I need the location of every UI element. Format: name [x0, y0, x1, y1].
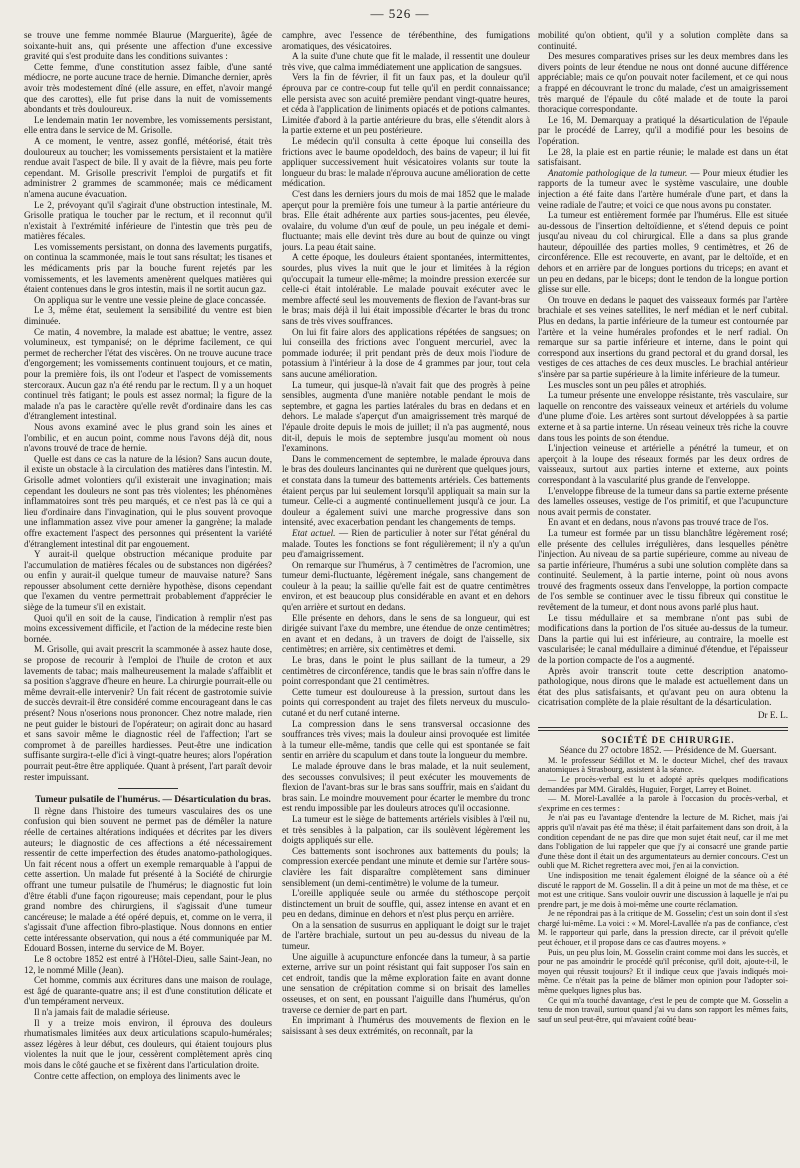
paragraph: mobilité qu'on obtient, qu'il y a solution complète dans sa continuité.: [538, 30, 788, 51]
anatomie-label: Anatomie pathologique de la tumeur.: [548, 167, 688, 178]
paragraph: La tumeur est le siège de battements artériels visibles à l'œil nu, et très sensibles à la palpation, car ils soulèvent légèrement les doigts appliqués sur elle.: [282, 813, 530, 846]
paragraph: Après avoir transcrit toute cette description anatomo-pathologique, nous dirons que le malade est actuellement dans un état des plus satisfaisants, et qu'avant peu on aura obtenu la cicatrisation complète de la plaie résultant de la désarticulation.: [538, 665, 788, 708]
paragraph: La tumeur est formée par un tissu blanchâtre légèrement rosé; elle présente des cellules irrégulières, dans lesquelles pénètre l'injection. Au niveau de sa partie supérieure, comme au niveau de sa partie inférieure, l'humérus a subi une solution complète dans sa continuité. Seulement, à la partie interne, point où nous avons trouvé des fragments osseux dans l'enveloppe, la portion compacte de l'os semble se continuer avec le tissu fibreux qui constitue le revêtement de la tumeur, et dont nous avons parlé plus haut.: [538, 527, 788, 613]
etat-actuel-label: Etat actuel.: [292, 527, 336, 538]
etat-actuel-paragraph: [282, 528, 530, 560]
anatomie-paragraph: [538, 168, 788, 210]
paragraph: Les muscles sont un peu pâles et atrophiés.: [548, 379, 707, 390]
paragraph: Le médecin qu'il consulta à cette époque lui conseilla des frictions avec le baume opodeldoch, des bains de vapeur; il lui fit appliquer successivement huit vésicatoires volants sur toute la longueur du bras: le malade n'éprouva aucune amélioration de cette médication.: [282, 135, 530, 189]
paragraph: Y aurait-il quelque obstruction mécanique produite par l'accumulation de matières fécales ou de substances non digérées? ou enfin y aurait-il quelque tumeur de mauvaise nature? Sans repousser absolument cette dernière hypothèse, disons cependant que l'examen du ventre permettrait probablement d'apprécier le siège de la tumeur s'il en existait.: [24, 549, 272, 613]
signature: Dr E. L.: [757, 710, 788, 720]
paragraph: Quoi qu'il en soit de la cause, l'indication à remplir n'est pas moins excessivement difficile, et l'action de la médecine reste bien bornée.: [24, 612, 272, 644]
section-divider: [118, 788, 178, 789]
paragraph: M. le professeur Sédillot et M. le docteur Michel, chef des travaux anatomiques à Strasbourg, assistent à la séance.: [538, 755, 788, 775]
paragraph: On trouve en dedans le paquet des vaisseaux formés par l'artère brachiale et ses veines satellites, le nerf médian et le nerf cubital. Plus en dedans, la partie inférieure de la tumeur est contournée par l'artère et la veine humérales profondes et le nerf radial. On remarque sur sa partie inférieure et interne, dans le point qui correspond aux insertions du grand pectoral et du grand dorsal, les vestiges de ces attaches de ces deux muscles. Le brachial antérieur s'insère par sa partie supérieure à la limite inférieure de la tumeur.: [538, 294, 788, 379]
paragraph: Ce qui m'a touché davantage, c'est le peu de compte que M. Gosselin a tenu de mon travail, surtout quand j'ai vu dans son rapport les mêmes faits, sauf un seul peut-être, qui m'avaient coûté beau-: [538, 995, 788, 1024]
paragraph: En imprimant à l'humérus des mouvements de flexion en le saisissant à ses deux extrémités, on reconnaît, par la: [282, 1015, 530, 1036]
paragraph-text: — Pour mieux étudier les rapports de la tumeur avec le système vasculaire, une double injection a été faite dans l'artère humérale d'une part, et dans la veine radiale de l'autre; et voici ce que nous avons pu constater.: [538, 167, 788, 210]
page-number: — 526 —: [370, 6, 430, 21]
paragraph: On appliqua sur le ventre une vessie pleine de glace concassée.: [34, 294, 266, 305]
paragraph: Le bras, dans le point le plus saillant de la tumeur, a 29 centimètres de circonférence, tandis que le bras sain n'offre dans le point correspondant que 21 centimètres.: [282, 655, 530, 687]
paragraph: Le tissu médullaire et sa membrane n'ont pas subi de modifications dans la portion de l'os située au-dessus de la tumeur. Dans la partie qui lui est inférieure, au contraire, la moelle est vascularisée; le canal médullaire a diminué d'étendue, et l'épaisseur de la portion compacte de l'os a augmenté.: [538, 612, 788, 666]
paragraph: Ces battements sont isochrones aux battements du pouls; la compression exercée pendant une minute et demie sur l'artère sous-clavière les fait disparaître complètement sans diminuer sensiblement (un demi-centimètre) le volume de la tumeur.: [282, 845, 530, 888]
paragraph: On remarque sur l'humérus, à 7 centimètres de l'acromion, une tumeur demi-fluctuante, légèrement inégale, sans changement de couleur à la peau; la saillie qu'elle fait est de quatre centimètres environ, et est beaucoup plus considérable en avant et en dehors qu'en arrière et surtout en dedans.: [282, 559, 530, 613]
paragraph: On lui fit faire alors des applications répétées de sangsues; on lui conseilla des frictions avec l'onguent mercuriel, avec la pommade iodurée; il prit pendant près de deux mois l'iodure de potassium à l'intérieur à la dose de 4 grammes par jour, tout cela sans aucune amélioration.: [282, 326, 530, 379]
paragraph: se trouve une femme nommée Blaurue (Marguerite), âgée de soixante-huit ans, qui présente une affection d'une excessive gravité qui s'est produite dans les conditions suivantes :: [24, 30, 272, 62]
section-title: Tumeur pulsatile de l'humérus. — Désarticulation du bras.: [35, 795, 271, 806]
paragraph: Le 28, la plaie est en partie réunie; le malade est dans un état satisfaisant.: [538, 146, 788, 168]
paragraph: L'enveloppe fibreuse de la tumeur dans sa partie externe présente des lamelles osseuses, vestige de l'os primitif, et que l'acupuncture nous avait permis de constater.: [538, 485, 788, 517]
paragraph: En avant et en dedans, nous n'avons pas trouvé trace de l'os.: [548, 517, 769, 528]
paragraph: — Le procès-verbal est lu et adopté après quelques modifications demandées par MM. Giraldès, Huguier, Forget, Larrey et Boinet.: [538, 774, 788, 794]
middle-column: [282, 30, 530, 1162]
paragraph: Dans le commencement de septembre, le malade éprouva dans le bras des douleurs lancinantes qui ne durèrent que quelques jours, et constata dans la tumeur des battements artériels. Ces battements étaient perçus par lui seulement lorsqu'il appliquait sa main sur la tumeur. Celle-ci a augmenté continuellement jusqu'à ce jour. La douleur a également suivi une marche progressive dans son intensité, avec exacerbation pendant les changements de temps.: [282, 453, 530, 528]
paragraph: Une aiguille à acupuncture enfoncée dans la tumeur, à sa partie externe, arrive sur un point résistant qui fait supposer l'os sain en cet endroit, tandis que la même exploration faite en avant donne une sensation de crépitation comme si on brisait des lamelles osseuses, et on sent, en poussant l'aiguille dans l'humérus, qu'on traverse ce dernier de part en part.: [282, 951, 530, 1015]
paragraph: La tumeur présente une enveloppe résistante, très vasculaire, sur laquelle on rencontre des vaisseaux veineux et artériels du volume d'une plume d'oie. Les artères sont surtout développées à sa partie externe et à sa partie interne. Un réseau veineux très riche la couvre dans tous les points de son étendue.: [538, 390, 788, 443]
paragraph: Cette femme, d'une constitution assez faible, d'une santé médiocre, ne porte aucune trace de hernie. Dimanche dernier, après avoir très modestement dîné (elle assure, en effet, n'avoir mangé que des carottes), elle fut prise dans la nuit de vomissements abondants et très douloureux.: [24, 61, 272, 115]
paragraph: Le 3, même état, seulement la sensibilité du ventre est bien diminuée.: [24, 305, 272, 327]
paragraph: La tumeur est entièrement formée par l'humérus. Elle est située au-dessous de l'insertion deltoïdienne, et s'étend depuis ce point jusqu'au niveau du col chirurgical. Elle a dans sa plus grande hauteur, dépouillée des parties molles, 9 centimètres, et 26 de circonférence. Elle est recouverte, en avant, par le deltoïde, et en dehors et en arrière par de longues portions du triceps; en avant et un peu en dedans, par le biceps; dont le tendon de la longue portion glisse sur elle.: [538, 210, 788, 295]
paragraph: M. Grisolle, qui avait prescrit la scammonée à assez haute dose, se propose de recourir à l'emploi de l'huile de croton et aux lavements de tabac; mais malheureusement la malade s'affaiblit et sa position s'aggrave d'heure en heure. La chirurgie pourrait-elle ou même devrait-elle intervenir? Un fait récent de gastrotomie suivie de succès devrait-il être considéré comme encourageant dans le cas présent? Nous n'oserions nous prononcer. Chez notre malade, rien ne peut guider le bistouri de l'opérateur; on agirait donc au hasard et sans savoir même le diagnostic réel de l'affection; l'art se compromet à de pareilles hardiesses. Peut-être une indication suffisante surgira-t-elle d'ici à vingt-quatre heures; alors l'opération pourrait peut-être être appliquée. Quant à présent, l'art paraît devoir rester impuissant.: [24, 644, 272, 782]
paragraph: Il y a treize mois environ, il éprouva des douleurs rhumatismales limitées aux deux articulations scapulo-humérales; assez légères à leur début, ces douleurs, qui étaient toujours plus violentes la nuit que le jour, cessèrent complètement après cinq mois dans le côté gauche et se fixèrent dans l'articulation droite.: [24, 1017, 272, 1070]
right-column: [538, 30, 788, 1162]
paragraph: Je ne répondrai pas à la critique de M. Gosselin; c'est un soin dont il s'est chargé lui-même. La voici : « M. Morel-Lavallée n'a pas de confiance, c'est M. le rapporteur qui parle, dans la pression directe, car il prévoit qu'elle peut échouer, et il propose dans ce cas d'autres moyens. »: [538, 909, 788, 948]
paragraph: C'est dans les derniers jours du mois de mai 1852 que le malade aperçut pour la première fois une tumeur à la partie antérieure du bras. Elle était adhérente aux parties sous-jacentes, peu élevée, ovalaire, du volume d'un œuf de poule, un peu inégale et demi-fluctuante; mais elle devint très dure au bout de quinze ou vingt jours. La peau était saine.: [282, 188, 530, 252]
paragraph: Le 16, M. Demarquay a pratiqué la désarticulation de l'épaule par le procédé de Larrey, qu'il a modifié pour les besoins de l'opération.: [538, 114, 788, 146]
paragraph: Ce matin, 4 novembre, la malade est abattue; le ventre, assez volumineux, est tympanisé; on le déprime facilement, ce qui permet de rechercher l'état des viscères. On ne trouve aucune trace d'engorgement; les vomissements continuent toujours, et ce matin, pour la première fois, ils ont l'odeur et l'aspect de vomissements stercoraux. Aucun gaz n'a été rendu par le rectum. Il y a un hoquet continuel très fatigant; le pouls est assez normal; la figure de la malade n'a pas le caractère qu'elle revêt d'ordinaire dans les cas d'étranglement intestinal.: [24, 326, 272, 422]
paragraph: Elle présente en dehors, dans le sens de sa longueur, qui est dirigée suivant l'axe du membre, une étendue de onze centimètres; en avant et en dedans, à un travers de doigt de l'aisselle, six centimètres; en arrière, six centimètres et demi.: [282, 612, 530, 655]
paragraph: Le lendemain matin 1er novembre, les vomissements persistant, elle entra dans le service de M. Grisolle.: [24, 114, 272, 136]
paragraph: Nous avons examiné avec le plus grand soin les aines et l'ombilic, et en aucun point, comme nous l'avons déjà dit, nous n'avons trouvé de trace de hernie.: [24, 421, 272, 454]
paragraph: Des mesures comparatives prises sur les deux membres dans les divers points de leur étendue ne nous ont donné aucune différence appréciable; mais ce qu'on pouvait noter facilement, et ce qui nous a frappé en découvrant le tronc du malade, c'est un amaigrissement très marqué de l'épaule du côté malade et de toute la paroi thoracique correspondante.: [538, 51, 788, 115]
paragraph: Une indisposition me tenait également éloigné de la séance où a été discuté le rapport de M. Gosselin. Il a dit à peine un mot de ma thèse, et ce mot est une critique. Sans vouloir ouvrir une discussion à laquelle je n'ai pu prendre part, je me dois à moi-même une courte réclamation.: [538, 870, 788, 909]
paragraph: Cet homme, commis aux écritures dans une maison de roulage, est âgé de quarante-quatre ans; il est d'une constitution délicate et d'un tempérament nerveux.: [24, 975, 272, 1007]
session-line: Séance du 27 octobre 1852. — Présidence de M. Guersant.: [559, 745, 777, 756]
paragraph: Vers la fin de février, il fit un faux pas, et la douleur qu'il éprouva par ce contre-coup fut telle qu'il en perdit connaissance; elle persista avec son acuité première pendant vingt-quatre heures, et céda à l'application de liniments opiacés et de potions calmantes. Limitée d'abord à la partie antérieure du bras, elle s'étendit alors à la partie externe et un peu postérieure.: [282, 72, 530, 136]
paragraph: Puis, un peu plus loin, M. Gosselin craint comme moi dans les succès, et pour ne pas amoindrir le procédé qu'il préconise, qu'il doit, ajoute-t-il, le moyen qui réussit toujours? Et il indique ceux que j'avais indiqués moi-même. Ce n'était pas la peine de blâmer mon opinion pour l'adopter soi-même quelques lignes plus bas.: [538, 947, 788, 996]
left-column: [24, 30, 272, 1162]
paragraph: — M. Morel-Lavallée a la parole à l'occasion du procès-verbal, et s'exprime en ces termes :: [538, 794, 788, 813]
paragraph: Le malade éprouve dans le bras malade, et la nuit seulement, des secousses convulsives; il peut exécuter les mouvements de flexion de l'avant-bras sur le bras sans souffrir, mais en s'aidant du bras sain. Le moindre mouvement pour écarter le membre du tronc est rendu impossible par les douleurs atroces qu'il occasionne.: [282, 760, 530, 814]
paragraph: L'oreille appliquée seule ou armée du stéthoscope perçoit distinctement un bruit de souffle, qui, assez intense en avant et en peu en dedans, diminue en dehors et n'est plus perçu en arrière.: [282, 888, 530, 920]
paragraph: A cette époque, les douleurs étaient spontanées, intermittentes, sourdes, plus vives la nuit que le jour et limitées à la région qu'occupait la tumeur elle-même; la moindre pression exercée sur celle-ci était intolérable. Le malade pouvait exécuter avec le membre affecté seul les mouvements de flexion de l'avant-bras sur le bras; mais déjà il lui était impossible d'écarter le bras du tronc sans de très vives souffrances.: [282, 252, 530, 327]
paragraph: camphre, avec l'essence de térébenthine, des fumigations aromatiques, des vésicatoires.: [282, 30, 530, 51]
paragraph: Il n'a jamais fait de maladie sérieuse.: [34, 1007, 170, 1018]
paragraph: Quelle est dans ce cas la nature de la lésion? Sans aucun doute, il existe un obstacle à la circulation des matières dans l'intestin. M. Grisolle admet volontiers qu'il existerait une invagination; mais cependant les douleurs ne sont pas très violentes; les phénomènes inflammatoires sont très peu marqués, et ce n'est pas là ce qui a lieu d'ordinaire dans l'invagination, qui le plus souvent provoque une inflammation assez vive pour amener la gangrène; la malade offre exactement l'aspect des personnes qui présentent la variété d'étranglement intestinal dit par engouement.: [24, 453, 272, 549]
paragraph: A ce moment, le ventre, assez gonflé, météorisé, était très douloureux au toucher; les vomissements persistaient et la matière rendue avait l'aspect de bile. Il y avait de la fièvre, mais peu forte cependant. M. Grisolle prescrivit l'emploi de purgatifs et fit administrer 2 grammes de scammonée; mais ce médicament n'amena aucune évacuation.: [24, 135, 272, 199]
paragraph: Cette tumeur est douloureuse à la pression, surtout dans les points qui correspondent au trajet des filets nerveux du musculo-cutané et du nerf cutané interne.: [282, 686, 530, 718]
double-rule: [538, 727, 788, 731]
paragraph: L'injection veineuse et artérielle a pénétré la tumeur, et on aperçoit à la loupe des réseaux formés par les deux ordres de vaisseaux, surtout aux parties interne et externe, aux points correspondant à la vascularité plus grande de l'enveloppe.: [538, 443, 788, 485]
society-title: SOCIÉTÉ DE CHIRURGIE.: [601, 734, 735, 745]
paragraph-text: — Rien de particulier à noter sur l'état général du malade. Toutes les fonctions se font régulièrement; il n'y a qu'un peu d'amaigrissement.: [282, 527, 530, 560]
paragraph: Le 8 octobre 1852 est entré à l'Hôtel-Dieu, salle Saint-Jean, no 12, le nommé Mille (Jean).: [24, 954, 272, 975]
paragraph: La compression dans le sens transversal occasionne des souffrances très vives; mais la douleur ainsi provoquée est limitée à la tumeur elle-même, tandis que celle qui est spontanée se fait sentir en arrière du scapulum et dans toute la longueur du membre.: [282, 718, 530, 761]
paragraph: A la suite d'une chute que fit le malade, il ressentit une douleur très vive, que calma immédiatement une application de sangsues.: [282, 51, 530, 72]
paragraph: La tumeur, qui jusque-là n'avait fait que des progrès à peine sensibles, augmenta d'une manière notable pendant le mois de septembre, et gagna les parties latérales du bras en dedans et en dehors. Le malade s'aperçut d'un amaigrissement très marqué de l'épaule droite depuis le mois de juillet; il n'a pas augmenté, nous dit-il, depuis le mois de septembre jusqu'au moment où nous l'examinons.: [282, 379, 530, 454]
paragraph: Contre cette affection, on employa des liniments avec le: [34, 1070, 241, 1081]
paragraph: Le 2, prévoyant qu'il s'agirait d'une obstruction intestinale, M. Grisolle pratiqua le toucher par le rectum, et il reconnut qu'il n'existait à l'extrémité inférieure de l'intestin que très peu de matières fécales.: [24, 199, 272, 242]
paragraph: Je n'ai pas eu l'avantage d'entendre la lecture de M. Richet, mais j'ai appris qu'il n'avait pas été ma thèse; il était parfaitement dans son droit, à la condition cependant de ne pas dire que mon sujet était neuf, car il me met dans l'obligation de lui rappeler que que j'y ai consacré une grande partie d'une thèse dont il était un des argumentateurs au dernier concours. C'est un oubli que M. Richet regrettera avec moi, j'en ai la conviction.: [538, 813, 788, 871]
paragraph: On a la sensation de susurrus en appliquant le doigt sur le trajet de l'artère brachiale, surtout un peu au-dessus du niveau de la tumeur.: [282, 919, 530, 952]
paragraph: Les vomissements persistant, on donna des lavements purgatifs, on continua la scammonée, mais le tout sans résultat; les tisanes et les médicaments pris par la bouche furent rejetés par les vomissements, et les lavements amenèrent quelques matières qui étaient contenues dans le gros intestin, mais il ne sortit aucun gaz.: [24, 241, 272, 295]
paragraph: Il règne dans l'histoire des tumeurs vasculaires des os une confusion qui bien souvent ne permet pas de démêler la nature réelle de certaines altérations indiquées et décrites par les divers auteurs; le diagnostic de ces affections a été nécessairement ressentir de cette imperfection des études anatomo-pathologiques. Un fait récent nous a offert un exemple remarquable à l'appui de cette assertion. Un malade fut présenté à la Société de chirurgie offrant une tumeur pulsatile de l'humérus; le diagnostic fut loin d'être établi d'une façon rigoureuse; mais cependant, pour le plus grand nombre des chirurgiens, il s'agissait d'une tumeur cancéreuse; le malade a été opéré depuis, et, comme on le verra, il s'agissait d'une affection fibro-plastique. Nous donnons en entier cette intéressante observation, qui nous a été communiquée par M. Edouard Bossen, interne du service de M. Boyer.: [24, 805, 272, 954]
